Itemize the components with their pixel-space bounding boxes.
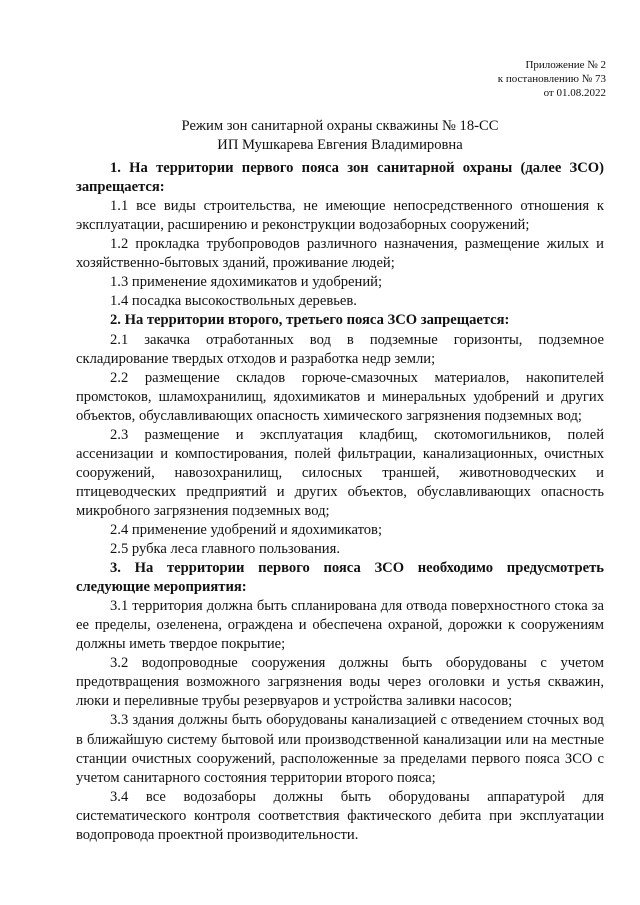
section-heading-2: 2. На территории второго, третьего пояса ЗСО запрещается: — [110, 312, 510, 329]
section-1-item: 1.4 посадка высокоствольных деревьев. — [110, 293, 357, 310]
section-2-item: 2.2 размещение складов горюче-смазочных материалов, накопителей промстоков, шламохранилищ, ядохимикатов и минеральных удобрений и других объектов, обуславливающих опасность химического загрязнения подземных вод; — [76, 369, 604, 424]
document-body — [76, 117, 604, 845]
section-2-item: 2.3 размещение и эксплуатация кладбищ, скотомогильников, полей ассенизации и компостирования, полей фильтрации, канализационных, очистных сооружений, навозохранилищ, силосных траншей, животноводческих и птицеводческих предприятий и других объектов, обуславливающих опасность микробного загрязнения подземных вод; — [76, 426, 604, 519]
annex-resolution: к постановлению № 73 — [497, 73, 606, 85]
section-2-item: 2.5 рубка леса главного пользования. — [110, 541, 340, 558]
document-title: Режим зон санитарной охраны скважины № 18-СС — [181, 118, 499, 134]
annex-number: Приложение № 2 — [525, 59, 606, 71]
section-1-item: 1.1 все виды строительства, не имеющие непосредственного отношения к эксплуатации, расширению и реконструкции водозаборных сооружений; — [76, 198, 604, 234]
section-1-item: 1.2 прокладка трубопроводов различного назначения, размещение жилых и хозяйственно-бытовых зданий, проживание людей; — [76, 236, 604, 272]
annex-date: от 01.08.2022 — [543, 87, 606, 99]
section-3-item: 3.1 территория должна быть спланирована для отвода поверхностного стока за ее пределы, озеленена, ограждена и обеспечена охраной, дорожки к сооружениям должны иметь твердое покрытие; — [76, 598, 604, 653]
section-2-item: 2.1 закачка отработанных вод в подземные горизонты, подземное складирование твердых отходов и разработка недр земли; — [76, 331, 604, 367]
section-heading-1: 1. На территории первого пояса зон санитарной охраны (далее ЗСО) запрещается: — [76, 160, 604, 196]
document-owner: ИП Мушкарева Евгения Владимировна — [217, 137, 463, 154]
annex-header — [498, 58, 606, 100]
section-3-item: 3.3 здания должны быть оборудованы канализацией с отведением сточных вод в ближайшую систему бытовой или производственной канализации или на местные станции очистных сооружений, расположенные за пределами первого пояса ЗСО с учетом санитарного состояния территории второго пояса; — [76, 712, 604, 786]
section-heading-3: 3. На территории первого пояса ЗСО необходимо предусмотреть следующие мероприятия: — [76, 560, 604, 596]
section-3-item: 3.4 все водозаборы должны быть оборудованы аппаратурой для систематического контроля соответствия фактического дебита при эксплуатации водопровода проектной производительности. — [76, 788, 604, 843]
section-1-item: 1.3 применение ядохимикатов и удобрений; — [110, 274, 383, 291]
section-2-item: 2.4 применение удобрений и ядохимикатов; — [110, 521, 383, 538]
section-3-item: 3.2 водопроводные сооружения должны быть оборудованы с учетом предотвращения возможного загрязнения воды через оголовки и устья скважин, люки и переливные трубы резервуаров и устройства заливки насосов; — [76, 655, 604, 710]
